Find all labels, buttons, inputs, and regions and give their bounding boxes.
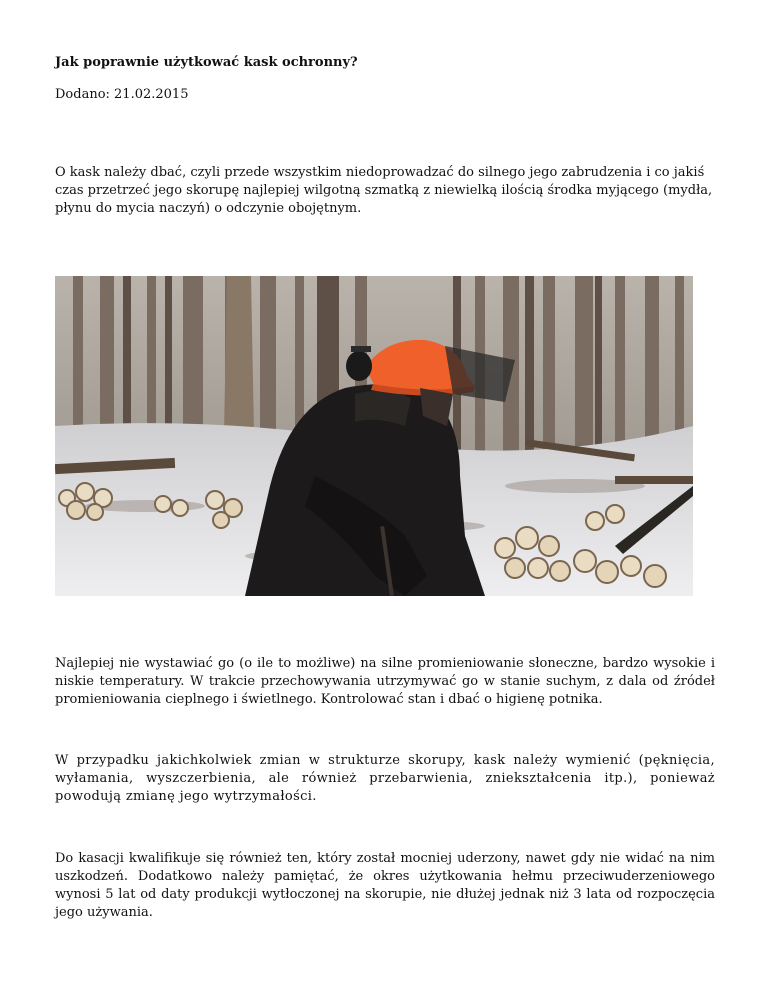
article-title: Jak poprawnie użytkować kask ochronny? bbox=[55, 55, 358, 70]
paragraph-cleaning: O kask należy dbać, czyli przede wszystkim niedoprowadzać do silnego jego zabrudzenia i co jakiś czas przetrzeć jego skorupę najlepiej wilgotną szmatką z niewielką ilością środka myjącego (mydła, płynu do mycia naczyń) o odczynie obojętnym. bbox=[55, 165, 713, 216]
paragraph-replacement: W przypadku jakichkolwiek zmian w strukturze skorupy, kask należy wymienić (pęknięcia, wyłamania, wyszczerbienia, ale również przebarwienia, zniekształcenia itp.), ponieważ powodują zmianę jego wytrzymałości. bbox=[55, 753, 715, 804]
paragraph-storage: Najlepiej nie wystawiać go (o ile to możliwe) na silne promieniowanie słoneczne, bardzo wysokie i niskie temperatury. W trakcie przechowywania utrzymywać go w stanie suchym, z dala od źródeł promieniowania cieplnego i świetlnego. Kontrolować stan i dbać o higienę potnika. bbox=[55, 656, 715, 707]
publish-date: Dodano: 21.02.2015 bbox=[55, 87, 189, 102]
forest-worker-photo bbox=[55, 276, 693, 596]
paragraph-disposal: Do kasacji kwalifikuje się również ten, który został mocniej uderzony, nawet gdy nie widać na nim uszkodzeń. Dodatkowo należy pamiętać, że okres użytkowania hełmu przeciwuderzeniowego wynosi 5 lat od daty produkcji wytłoczonej na skorupie, nie dłużej jednak niż 3 lata od rozpoczęcia jego używania. bbox=[55, 851, 715, 920]
